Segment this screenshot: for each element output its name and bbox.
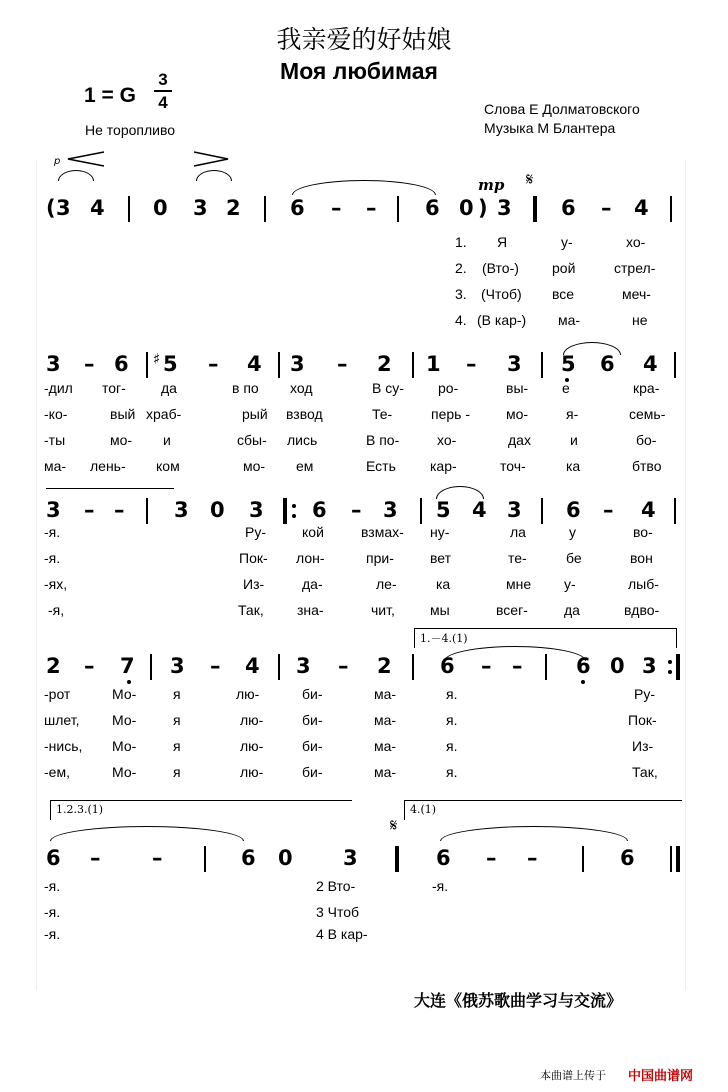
lyric-syllable: Я	[497, 234, 508, 250]
jianpu-note: 4	[245, 654, 260, 678]
tempo-marking: Не торопливо	[85, 122, 176, 138]
barline	[674, 498, 676, 524]
lyric-syllable: -дил	[44, 380, 73, 396]
jianpu-note: 4	[634, 196, 649, 220]
lyric-syllable: Мо-	[112, 712, 137, 728]
lyric-syllable: взмах-	[361, 524, 404, 540]
lyric-syllable: -я.	[44, 926, 61, 942]
lyric-syllable: рый	[242, 406, 268, 422]
jianpu-note: –	[603, 498, 614, 522]
jianpu-note: 3	[507, 498, 522, 522]
barline	[541, 498, 543, 524]
lyric-syllable: у-	[564, 576, 576, 592]
jianpu-note: –	[210, 654, 221, 678]
lyric-syllable: стрел-	[614, 260, 656, 276]
lyric-syllable: (Вто-)	[482, 260, 519, 276]
lyric-syllable: (В кар-)	[477, 312, 527, 328]
repeat-end-barline	[676, 654, 680, 680]
lyric-syllable: бтво	[632, 458, 662, 474]
lyric-syllable: 4.	[455, 312, 467, 328]
jianpu-note: 4	[641, 498, 656, 522]
repeat-dot	[668, 660, 672, 664]
lyric-syllable: в по	[232, 380, 259, 396]
jianpu-note: 6	[436, 846, 451, 870]
jianpu-note: –	[351, 498, 362, 522]
lyric-syllable: зна-	[297, 602, 324, 618]
lyric-syllable: Те-	[372, 406, 393, 422]
jianpu-note: –	[331, 196, 342, 220]
jianpu-note: 3	[193, 196, 208, 220]
jianpu-note: –	[84, 352, 95, 376]
lyric-syllable: би-	[302, 686, 323, 702]
lyric-syllable: -я,	[48, 602, 65, 618]
jianpu-note: 3	[507, 352, 522, 376]
lyric-syllable: при-	[366, 550, 394, 566]
jianpu-note: 6	[312, 498, 327, 522]
lyric-syllable: у-	[561, 234, 573, 250]
barline	[545, 654, 547, 680]
jianpu-note: –	[84, 654, 95, 678]
lyric-syllable: ма-	[558, 312, 581, 328]
jianpu-note: 6	[440, 654, 455, 678]
repeat-dot	[668, 670, 672, 674]
jianpu-note: –	[527, 846, 538, 870]
lyric-syllable: вдво-	[624, 602, 660, 618]
jianpu-note: 0	[278, 846, 293, 870]
lyric-syllable: я-	[566, 406, 579, 422]
lyric-syllable: лыб-	[628, 576, 659, 592]
lyric-syllable: ком	[156, 458, 180, 474]
jianpu-note: 0	[459, 196, 474, 220]
jianpu-note: 3	[497, 196, 512, 220]
barline	[278, 654, 280, 680]
lyric-syllable: у	[569, 524, 576, 540]
lyric-syllable: би-	[302, 712, 323, 728]
lyric-syllable: я.	[446, 738, 458, 754]
volta-label-third: 4.(1)	[410, 803, 437, 816]
jianpu-note: –	[114, 498, 125, 522]
lyric-syllable: да	[161, 380, 177, 396]
jianpu-note: 6	[620, 846, 635, 870]
barline	[412, 352, 414, 378]
jianpu-note: 6	[425, 196, 440, 220]
lyric-syllable: лон-	[296, 550, 325, 566]
lyric-syllable: -я.	[44, 550, 61, 566]
lyric-syllable: тог-	[102, 380, 126, 396]
lyric-syllable: лись	[287, 432, 318, 448]
barline	[670, 846, 672, 872]
jianpu-note: 6	[561, 196, 576, 220]
lyric-syllable: Из-	[632, 738, 654, 754]
jianpu-note: 5	[163, 352, 178, 376]
lyric-syllable: бо-	[636, 432, 657, 448]
lyric-syllable: вый	[110, 406, 136, 422]
barline	[146, 498, 148, 524]
lyric-syllable: я	[173, 738, 181, 754]
jianpu-note: 6	[46, 846, 61, 870]
lyric-syllable: Ру-	[245, 524, 266, 540]
jianpu-note: 5	[436, 498, 451, 522]
segno-sign: 𝄋	[390, 816, 398, 836]
lyric-syllable: мо-	[110, 432, 133, 448]
volta-bracket-left	[414, 628, 415, 648]
lyric-syllable: -ко-	[44, 406, 68, 422]
lyric-syllable: би-	[302, 764, 323, 780]
jianpu-note: 3	[383, 498, 398, 522]
lyric-syllable: -ты	[44, 432, 66, 448]
lyric-syllable: -рот	[44, 686, 71, 702]
jianpu-note: 1	[426, 352, 441, 376]
jianpu-note: –	[466, 352, 477, 376]
lyric-syllable: Ру-	[634, 686, 655, 702]
jianpu-note: 6	[290, 196, 305, 220]
jianpu-note: –	[337, 352, 348, 376]
repeat-start-barline	[283, 498, 287, 524]
lyric-syllable: Мо-	[112, 738, 137, 754]
lyric-syllable: лю-	[240, 764, 264, 780]
crescendo-hairpin	[54, 150, 114, 172]
lyric-syllable: -я.	[44, 878, 61, 894]
volta-bracket	[50, 800, 352, 801]
lyric-syllable: ем	[296, 458, 314, 474]
barline	[582, 846, 584, 872]
jianpu-note: 4	[472, 498, 487, 522]
jianpu-note: –	[90, 846, 101, 870]
barline	[420, 498, 422, 524]
volta-bracket-left	[50, 800, 51, 820]
volta-label-second: 1.2.3.(1)	[56, 803, 104, 816]
lyric-syllable: Из-	[243, 576, 265, 592]
lyric-syllable: во-	[633, 524, 653, 540]
lyric-syllable: би-	[302, 738, 323, 754]
lyric-syllable: дах	[508, 432, 531, 448]
composer-credit: Музыка М Блантера	[484, 120, 616, 136]
upload-notice: 本曲谱上传于	[540, 1069, 606, 1082]
lyric-syllable: да	[564, 602, 580, 618]
jianpu-note: 3	[174, 498, 189, 522]
jianpu-note: 0	[610, 654, 625, 678]
barline	[541, 352, 543, 378]
song-title-chinese: 我亲爱的好姑娘	[276, 25, 452, 54]
lyric-syllable: ма-	[374, 686, 397, 702]
jianpu-note: 0	[210, 498, 225, 522]
jianpu-note: –	[486, 846, 497, 870]
time-signature	[154, 70, 172, 112]
lyric-syllable: ма-	[44, 458, 67, 474]
jianpu-note: –	[601, 196, 612, 220]
lyric-syllable: Пок-	[628, 712, 657, 728]
jianpu-note: 0	[153, 196, 168, 220]
barline	[146, 352, 148, 378]
barline	[204, 846, 206, 872]
jianpu-note: 7	[120, 654, 135, 678]
lyric-syllable: Мо-	[112, 686, 137, 702]
barline	[278, 352, 280, 378]
lyric-syllable: те-	[508, 550, 527, 566]
jianpu-note: –	[481, 654, 492, 678]
lyric-syllable: да-	[302, 576, 323, 592]
lyric-syllable: 2.	[455, 260, 467, 276]
jianpu-note: 2	[377, 352, 392, 376]
volta-label-first: 1.－4.(1)	[420, 632, 468, 645]
score-frame	[36, 160, 686, 990]
jianpu-note: 3	[343, 846, 358, 870]
lyric-syllable: я.	[446, 686, 458, 702]
lyric-syllable: Мо-	[112, 764, 137, 780]
lyric-syllable: хо-	[437, 432, 457, 448]
lyric-syllable: ле-	[376, 576, 397, 592]
lyric-syllable: (Чтоб)	[481, 286, 522, 302]
lyric-syllable: я	[173, 712, 181, 728]
segno-sign: 𝄋	[526, 170, 534, 190]
jianpu-note: (	[46, 196, 56, 220]
jianpu-note: 6	[576, 654, 591, 678]
barline	[264, 196, 266, 222]
jianpu-note: 2	[226, 196, 241, 220]
lyric-syllable: 1.	[455, 234, 467, 250]
lyric-syllable: мо-	[506, 406, 529, 422]
lyric-syllable: чит,	[371, 602, 395, 618]
barline-double	[395, 846, 399, 872]
lyric-syllable: мы	[430, 602, 450, 618]
lyric-syllable: -я.	[44, 904, 61, 920]
lyric-syllable: кой	[302, 524, 324, 540]
jianpu-note: –	[366, 196, 377, 220]
jianpu-note: 3	[56, 196, 71, 220]
lyric-syllable: -ем,	[44, 764, 70, 780]
lyric-syllable: ну-	[430, 524, 450, 540]
barline	[670, 196, 672, 222]
jianpu-note: )	[478, 196, 488, 220]
lyric-syllable: мо-	[243, 458, 266, 474]
dynamic-mp: mp	[478, 176, 505, 194]
lyric-syllable: -нись,	[44, 738, 83, 754]
jianpu-note: 6	[566, 498, 581, 522]
barline	[397, 196, 399, 222]
jianpu-note: –	[152, 846, 163, 870]
lyric-syllable: я.	[446, 712, 458, 728]
jianpu-note: 4	[643, 352, 658, 376]
time-signature-bottom: 4	[158, 93, 168, 112]
lyric-syllable: сбы-	[237, 432, 267, 448]
lyric-syllable: всег-	[496, 602, 528, 618]
barline	[128, 196, 130, 222]
lyric-syllable: ма-	[374, 712, 397, 728]
jianpu-note: 3	[46, 498, 61, 522]
repeat-dot	[292, 504, 296, 508]
jianpu-note: 5	[561, 352, 576, 376]
lyric-syllable: кар-	[430, 458, 457, 474]
lyric-syllable: 3 Чтоб	[316, 904, 360, 920]
lyric-syllable: я.	[446, 764, 458, 780]
lyric-syllable: лю-	[236, 686, 260, 702]
jianpu-note: 3	[296, 654, 311, 678]
lyric-syllable: Пок-	[239, 550, 268, 566]
lyric-syllable: е	[562, 380, 570, 396]
lyric-syllable: Так,	[632, 764, 658, 780]
lyric-syllable: и	[570, 432, 578, 448]
source-credit: 大连《俄苏歌曲学习与交流》	[414, 991, 623, 1010]
lyric-syllable: ма-	[374, 738, 397, 754]
jianpu-note: 2	[46, 654, 61, 678]
final-barline	[676, 846, 680, 872]
site-logo: 中国曲谱网	[628, 1069, 694, 1084]
volta-bracket	[404, 800, 682, 801]
jianpu-note: ♯	[153, 350, 161, 368]
lyric-syllable: храб-	[146, 406, 182, 422]
lyric-syllable: точ-	[500, 458, 526, 474]
lyric-syllable: 3.	[455, 286, 467, 302]
extension-line	[46, 488, 174, 489]
lyric-syllable: не	[632, 312, 648, 328]
lyric-syllable: вы-	[506, 380, 529, 396]
lyric-syllable: мне	[506, 576, 532, 592]
lyric-syllable: -я.	[44, 524, 61, 540]
lyric-syllable: хо-	[626, 234, 646, 250]
jianpu-note: 3	[642, 654, 657, 678]
jianpu-note: 3	[290, 352, 305, 376]
lyric-syllable: бе	[566, 550, 582, 566]
lyric-syllable: В су-	[372, 380, 404, 396]
lyric-syllable: ма-	[374, 764, 397, 780]
lyric-syllable: Есть	[366, 458, 396, 474]
jianpu-note: 3	[170, 654, 185, 678]
volta-bracket	[414, 628, 676, 629]
lyric-syllable: и	[163, 432, 171, 448]
jianpu-note: 6	[114, 352, 129, 376]
jianpu-note: –	[338, 654, 349, 678]
barline	[674, 352, 676, 378]
svg-text:p: p	[54, 156, 61, 167]
lyric-syllable: все	[552, 286, 575, 302]
lyric-syllable: -ях,	[44, 576, 68, 592]
lyric-syllable: перь -	[431, 406, 470, 422]
lyric-syllable: шлет,	[44, 712, 80, 728]
lyric-syllable: 2 Вто-	[316, 878, 356, 894]
jianpu-note: 3	[46, 352, 61, 376]
lyric-syllable: рой	[552, 260, 576, 276]
volta-bracket-left	[404, 800, 405, 820]
song-title-russian: Моя любимая	[280, 58, 438, 84]
lyric-syllable: взвод	[286, 406, 323, 422]
lyric-syllable: кра-	[633, 380, 660, 396]
lyric-syllable: -я.	[432, 878, 449, 894]
jianpu-note: 3	[249, 498, 264, 522]
lyric-syllable: лю-	[240, 712, 264, 728]
lyric-syllable: В по-	[366, 432, 400, 448]
lyric-syllable: ход	[290, 380, 313, 396]
lyric-syllable: 4 В кар-	[316, 926, 368, 942]
lyric-syllable: ла	[510, 524, 526, 540]
barline	[150, 654, 152, 680]
octave-dot-low	[581, 680, 585, 684]
lyric-syllable: ро-	[438, 380, 459, 396]
lyric-syllable: я	[173, 686, 181, 702]
octave-dot-low	[127, 680, 131, 684]
lyric-syllable: я	[173, 764, 181, 780]
jianpu-note: 2	[377, 654, 392, 678]
jianpu-note: 4	[247, 352, 262, 376]
jianpu-note: 4	[90, 196, 105, 220]
volta-bracket-right	[676, 628, 677, 648]
key-signature: 1 = G	[84, 84, 136, 107]
lyric-syllable: ка	[566, 458, 581, 474]
lyric-syllable: вет	[430, 550, 452, 566]
lyric-syllable: лю-	[240, 738, 264, 754]
lyricist-credit: Слова Е Долматовского	[484, 101, 640, 117]
lyric-syllable: вон	[630, 550, 653, 566]
barline-double	[533, 196, 537, 222]
jianpu-note: 6	[600, 352, 615, 376]
time-signature-top: 3	[158, 70, 168, 89]
repeat-dot	[292, 514, 296, 518]
jianpu-note: 6	[241, 846, 256, 870]
jianpu-note: –	[208, 352, 219, 376]
barline	[412, 654, 414, 680]
lyric-syllable: Так,	[238, 602, 264, 618]
lyric-syllable: ка	[436, 576, 451, 592]
decrescendo-hairpin	[192, 150, 232, 172]
jianpu-note: –	[84, 498, 95, 522]
lyric-syllable: меч-	[622, 286, 651, 302]
jianpu-note: –	[512, 654, 523, 678]
lyric-syllable: лень-	[90, 458, 126, 474]
lyric-syllable: семь-	[629, 406, 666, 422]
